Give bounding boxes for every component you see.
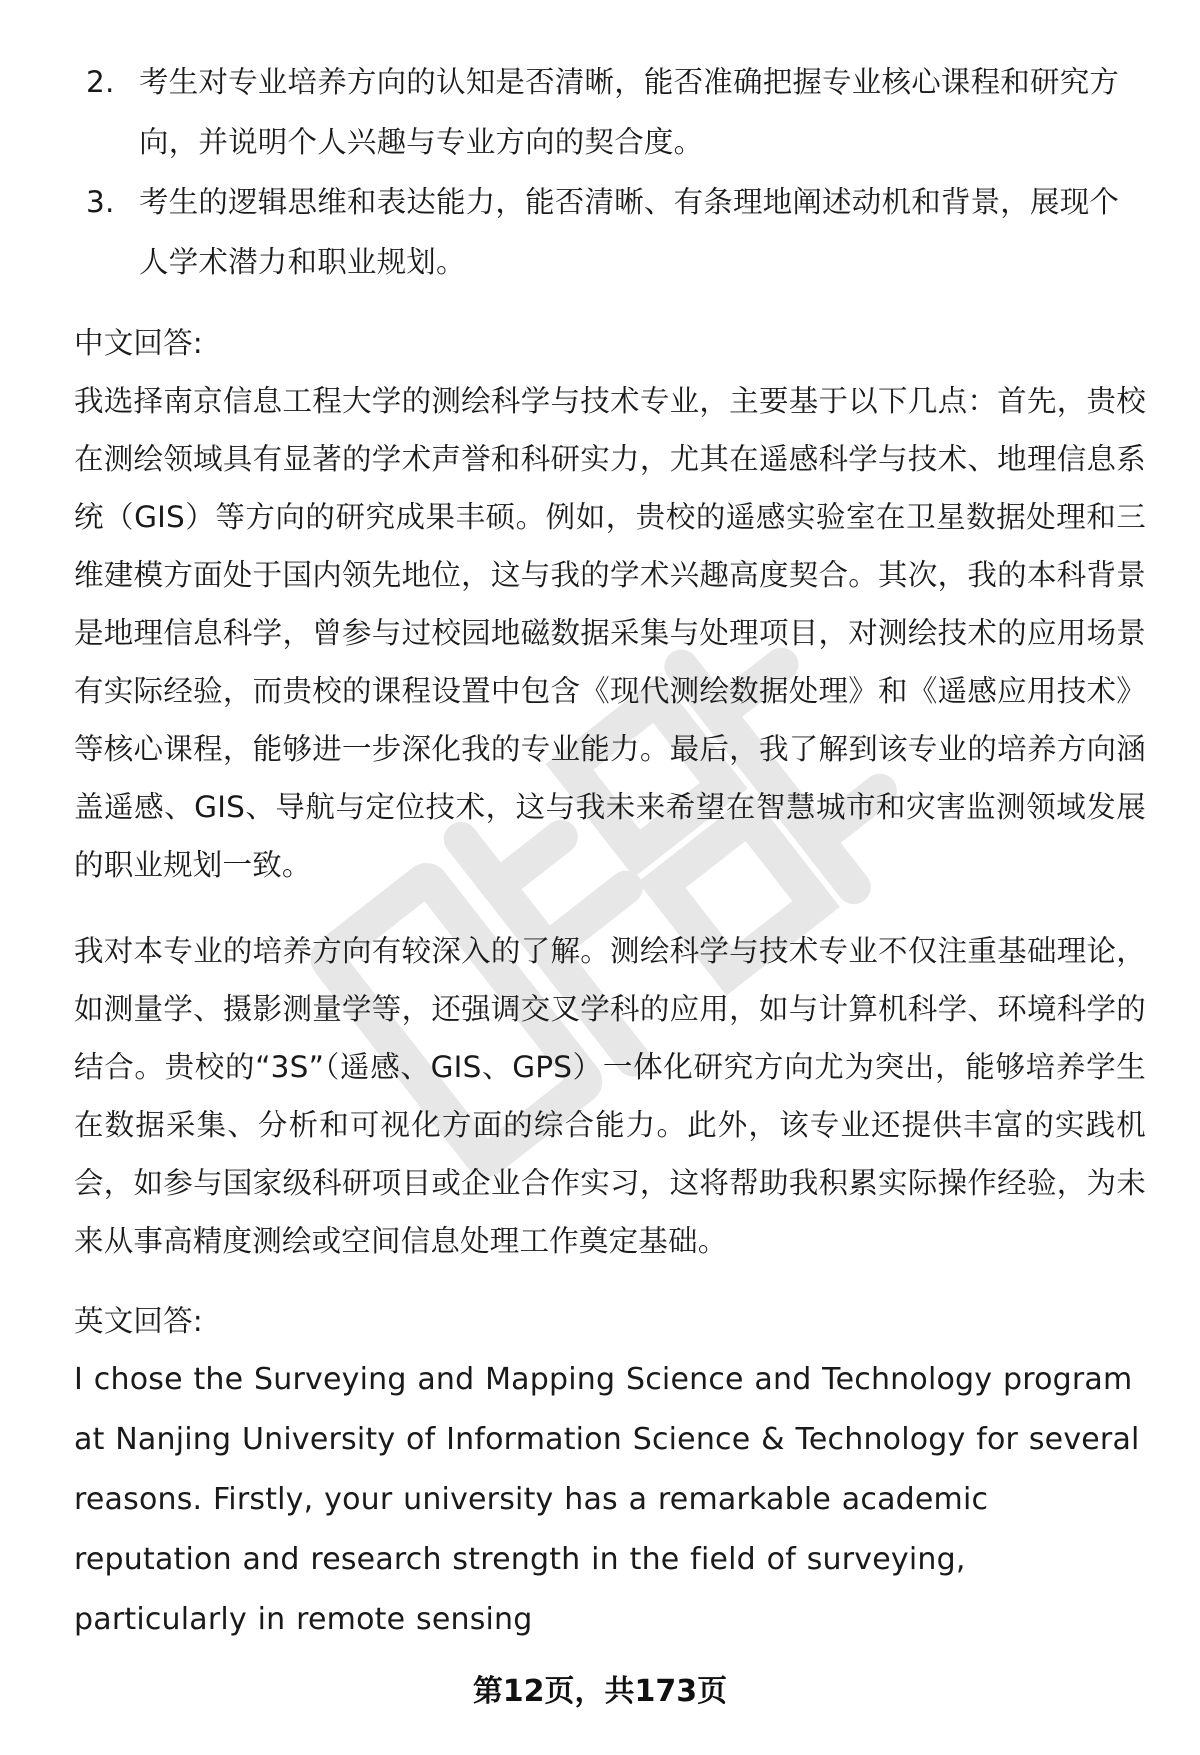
- criteria-item-3: [74, 172, 1146, 292]
- page-number: 第12页，共173页: [472, 1674, 728, 1709]
- english-answer-paragraph-1: I chose the Surveying and Mapping Science and Technology program at Nanjing University of Information Science & Technology for several reasons. Firstly, your university has a remarkable academic reputation and research strength in the field of surveying, particularly in remote sensing: [74, 1362, 1140, 1637]
- chinese-answer-paragraph-2: 我对本专业的培养方向有较深入的了解。测绘科学与技术专业不仅注重基础理论，如测量学、摄影测量学等，还强调交叉学科的应用，如与计算机科学、环境科学的结合。贵校的“3S”（遥感、GIS、GPS）一体化研究方向尤为突出，能够培养学生在数据采集、分析和可视化方面的综合能力。此外，该专业还提供丰富的实践机会，如参与国家级科研项目或企业合作实习，这将帮助我积累实际操作经验，为未来从事高精度测绘或空间信息处理工作奠定基础。: [74, 934, 1146, 1258]
- criteria-item-2: [74, 52, 1146, 172]
- chinese-answer-heading: 中文回答:: [74, 326, 203, 360]
- list-text: 考生的逻辑思维和表达能力，能否清晰、有条理地阐述动机和背景，展现个人学术潜力和职业规划。: [139, 185, 1120, 279]
- list-text: 考生对专业培养方向的认知是否清晰，能否准确把握专业核心课程和研究方向，并说明个人兴趣与专业方向的契合度。: [139, 65, 1120, 159]
- chinese-answer-paragraph-1: 我选择南京信息工程大学的测绘科学与技术专业，主要基于以下几点：首先，贵校在测绘领域具有显著的学术声誉和科研实力，尤其在遥感科学与技术、地理信息系统（GIS）等方向的研究成果丰硕。例如，贵校的遥感实验室在卫星数据处理和三维建模方面处于国内领先地位，这与我的学术兴趣高度契合。其次，我的本科背景是地理信息科学，曾参与过校园地磁数据采集与处理项目，对测绘技术的应用场景有实际经验，而贵校的课程设置中包含《现代测绘数据处理》和《遥感应用技术》等核心课程，能够进一步深化我的专业能力。最后，我了解到该专业的培养方向涵盖遥感、GIS、导航与定位技术，这与我未来希望在智慧城市和灾害监测领域发展的职业规划一致。: [74, 384, 1146, 882]
- english-answer-heading: 英文回答:: [74, 1304, 203, 1338]
- document-body: [74, 52, 1146, 1650]
- list-number: 3.: [86, 185, 115, 219]
- list-number: 2.: [86, 65, 115, 99]
